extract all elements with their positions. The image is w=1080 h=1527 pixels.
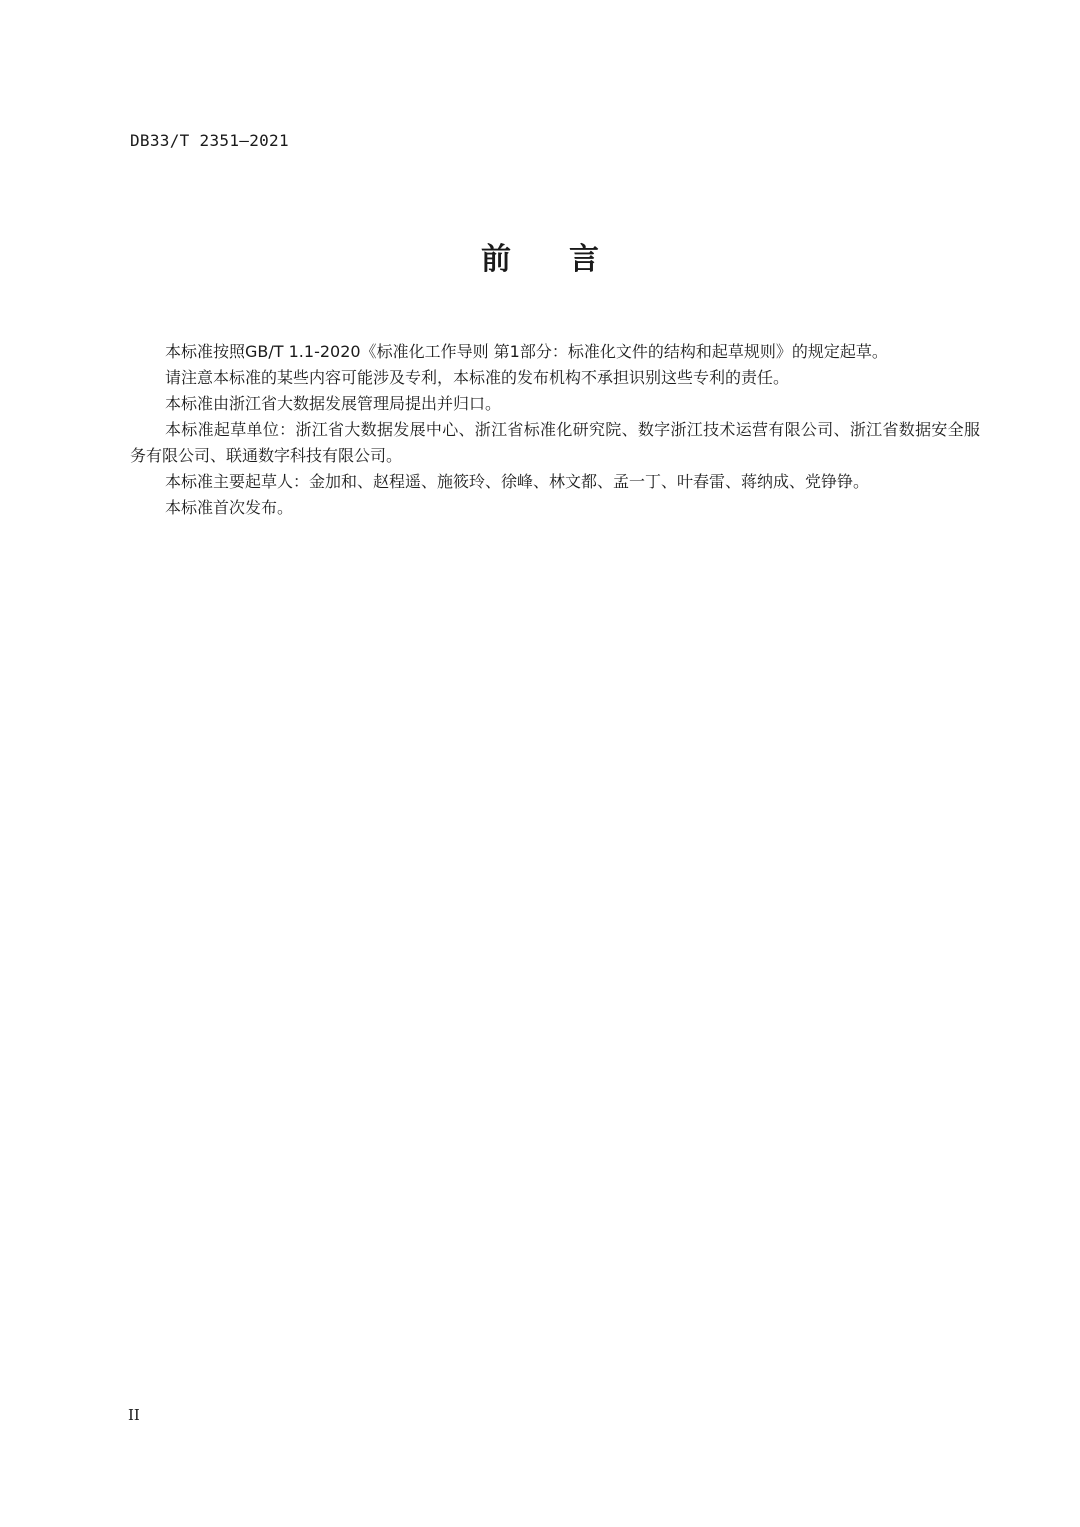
paragraph-patent-notice: 请注意本标准的某些内容可能涉及专利，本标准的发布机构不承担识别这些专利的责任。 [165,368,790,387]
standard-code: DB33/T 2351—2021 [130,131,289,150]
foreword-body [130,339,980,521]
paragraph-main-drafters: 本标准主要起草人：金加和、赵程遥、施筱玲、徐峰、林文都、孟一丁、叶春雷、蒋纳成、党铮铮。 [165,472,870,491]
page-number: II [128,1406,140,1424]
paragraph-drafting-units: 本标准起草单位：浙江省大数据发展中心、浙江省标准化研究院、数字浙江技术运营有限公司、浙江省数据安全服务有限公司、联通数字科技有限公司。 [130,420,980,465]
page-title: 前言 [481,242,657,277]
paragraph-proposer: 本标准由浙江省大数据发展管理局提出并归口。 [165,394,502,413]
paragraph-drafting-rules: 本标准按照GB/T 1.1-2020《标准化工作导则 第1部分：标准化文件的结构和起草规则》的规定起草。 [165,342,888,361]
paragraph-first-release: 本标准首次发布。 [165,498,294,517]
